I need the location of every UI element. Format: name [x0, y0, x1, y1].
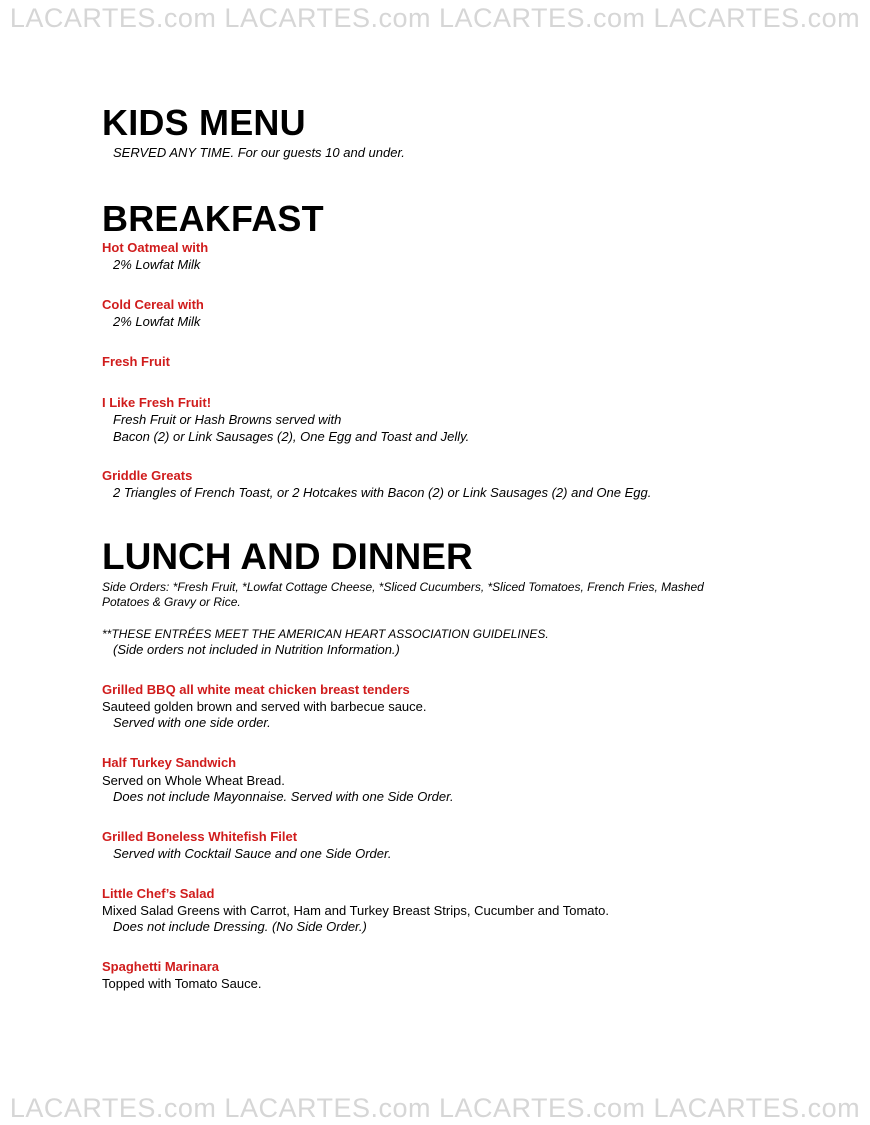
breakfast-item-line: 2% Lowfat Milk — [113, 257, 201, 272]
lunch-item-desc: Mixed Salad Greens with Carrot, Ham and Turkey Breast Strips, Cucumber and Tomato. — [102, 903, 609, 918]
lunch-item-desc: Served on Whole Wheat Bread. — [102, 773, 285, 788]
lunch-item-note: Does not include Mayonnaise. Served with one Side Order. — [113, 789, 454, 804]
lunch-item-name: Grilled BBQ all white meat chicken breast tenders — [102, 682, 410, 697]
breakfast-item-name: I Like Fresh Fruit! — [102, 395, 212, 410]
breakfast-item-name: Griddle Greats — [102, 468, 193, 483]
watermark-bottom: LACARTES.com LACARTES.com LACARTES.com LACARTES.com — [9, 1093, 861, 1123]
breakfast-item-name: Fresh Fruit — [102, 354, 170, 369]
watermark-top: LACARTES.com LACARTES.com LACARTES.com LACARTES.com — [9, 3, 861, 33]
breakfast-item-line: 2% Lowfat Milk — [113, 314, 201, 329]
breakfast-item-line: Fresh Fruit or Hash Browns served with — [113, 412, 342, 427]
lunch-dinner-title: LUNCH AND DINNER — [102, 536, 473, 577]
lunch-item-name: Half Turkey Sandwich — [102, 755, 237, 770]
lunch-item-name: Grilled Boneless Whitefish Filet — [102, 829, 298, 844]
lunch-item-note: Served with Cocktail Sauce and one Side Order. — [113, 846, 392, 861]
nutrition-note: (Side orders not included in Nutrition Information.) — [113, 642, 400, 657]
lunch-item-note: Served with one side order. — [113, 715, 271, 730]
kids-menu-subtitle: SERVED ANY TIME. For our guests 10 and under. — [113, 145, 405, 160]
lunch-item-name: Little Chef’s Salad — [102, 886, 215, 901]
aha-guidelines-note: **THESE ENTRÉES MEET THE AMERICAN HEART ASSOCIATION GUIDELINES. — [102, 627, 549, 641]
side-orders-line: Side Orders: *Fresh Fruit, *Lowfat Cottage Cheese, *Sliced Cucumbers, *Sliced Tomatoes, French Fries, Mashed — [102, 580, 704, 594]
lunch-item-desc: Sauteed golden brown and served with barbecue sauce. — [102, 699, 427, 714]
side-orders-line: Potatoes & Gravy or Rice. — [102, 595, 241, 609]
kids-menu-title: KIDS MENU — [102, 102, 306, 143]
lunch-item-note: Does not include Dressing. (No Side Order.) — [113, 919, 367, 934]
breakfast-item-line: Bacon (2) or Link Sausages (2), One Egg and Toast and Jelly. — [113, 429, 470, 444]
breakfast-title: BREAKFAST — [102, 198, 324, 239]
lunch-item-desc: Topped with Tomato Sauce. — [102, 976, 262, 991]
breakfast-item-name: Cold Cereal with — [102, 297, 204, 312]
breakfast-item-line: 2 Triangles of French Toast, or 2 Hotcakes with Bacon (2) or Link Sausages (2) and One Egg. — [113, 485, 652, 500]
breakfast-item-name: Hot Oatmeal with — [102, 240, 209, 255]
lunch-item-name: Spaghetti Marinara — [102, 959, 220, 974]
